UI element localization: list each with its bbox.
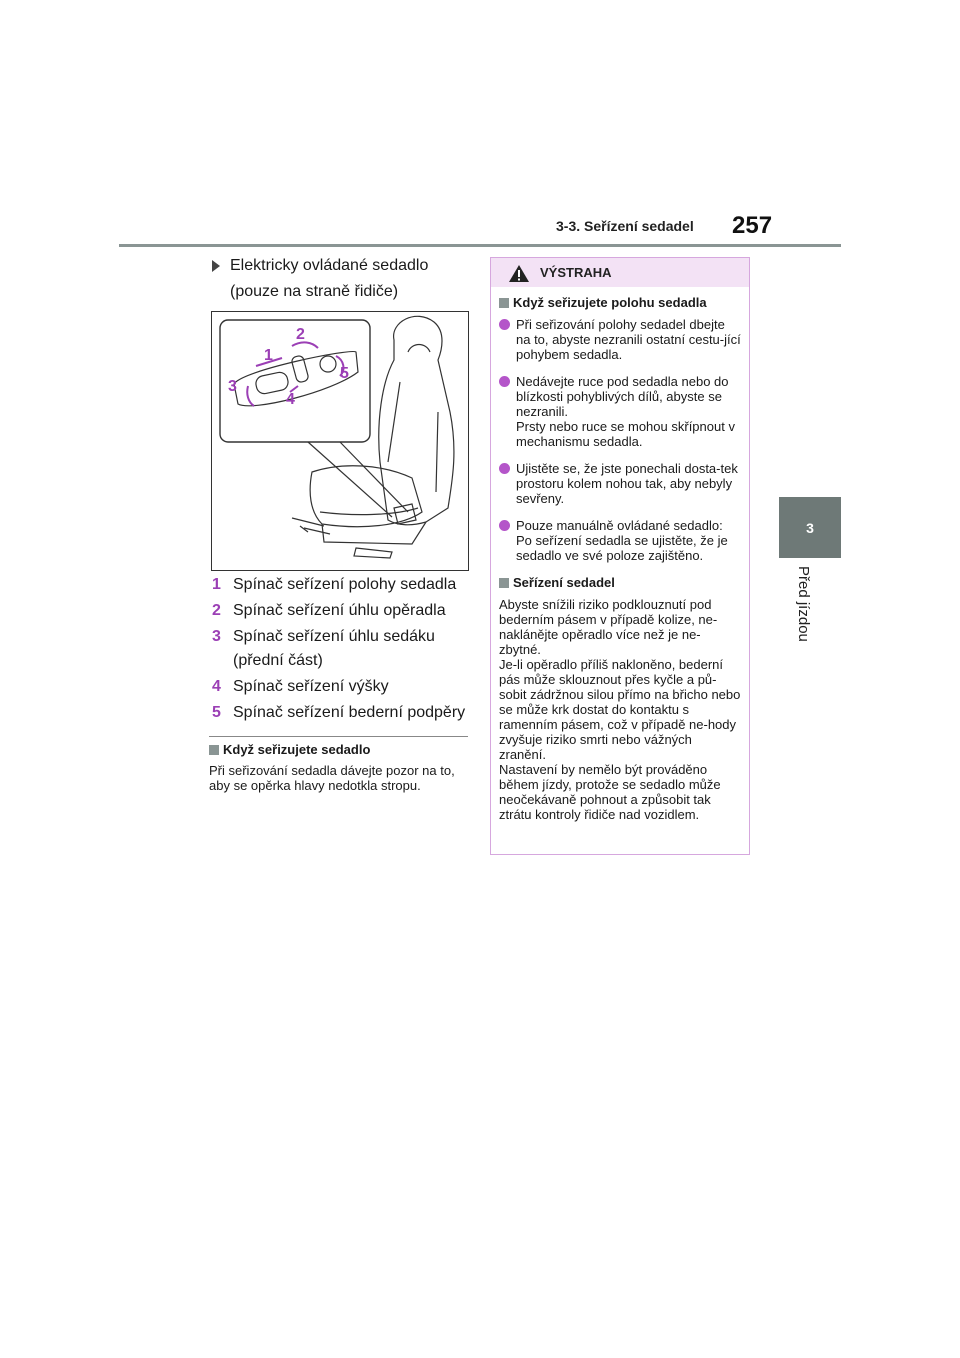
intro-heading [212,253,472,305]
warning-subheading [499,295,741,310]
legend-label: Spínač seřízení úhlu opěradla [233,602,446,619]
round-bullet-icon [499,376,510,387]
square-bullet-icon [499,298,509,308]
legend-item [212,675,482,699]
square-bullet-icon [499,578,509,588]
note-heading [209,742,370,757]
callout-1: 1 [264,347,273,364]
round-bullet-icon [499,463,510,474]
legend-list [212,573,482,727]
chapter-side-label [779,558,841,648]
square-bullet-icon [209,745,219,755]
legend-label: Spínač seřízení polohy sedadla [233,576,457,593]
warning-bullet [499,317,741,362]
legend-label: Spínač seřízení úhlu sedáku (přední část) [233,628,435,669]
warning-bullet-text: Pouze manuálně ovládané sedadlo: Po seřízení sedadla se ujistěte, že je sedadlo ve své poloze zajištěno. [516,518,728,563]
seat-drawing [212,312,468,570]
callout-3: 3 [228,378,237,395]
note-divider [209,736,468,737]
legend-label: Spínač seřízení výšky [233,678,389,695]
warning-header [491,258,749,287]
chapter-number: 3 [806,519,814,536]
seat-illustration [211,311,469,571]
legend-item [212,599,482,623]
bullet-arrow-icon [212,260,220,272]
page-number: 257 [732,212,773,239]
warning-box [490,257,750,855]
legend-number: 5 [212,704,221,721]
warning-icon [508,264,530,283]
warning-bullet-text: Nedávejte ruce pod sedadla nebo do blízkosti pohyblivých dílů, abyste se nezranili. Prsty nebo ruce se mohou skřípnout v mechanismu sedadla. [516,374,735,449]
warning-bullet-text: Při seřizování polohy sedadel dbejte na to, abyste nezranili ostatní cestu-jící pohybem sedadla. [516,317,741,362]
warning-subheading-text: Seřízení sedadel [513,575,615,590]
warning-subheading-text: Když seřizujete polohu sedadla [513,295,707,310]
header-rule [119,244,841,247]
section-title: 3-3. Seřízení sedadel [556,218,694,234]
note-title-text: Když seřizujete sedadlo [223,742,371,757]
round-bullet-icon [499,319,510,330]
callout-4: 4 [286,391,295,408]
warning-title: VÝSTRAHA [540,265,612,280]
callout-2: 2 [296,326,305,343]
legend-number: 1 [212,576,221,593]
legend-number: 2 [212,602,221,619]
legend-item [212,573,482,597]
warning-bullet [499,518,741,563]
legend-item [212,625,482,673]
warning-subheading [499,575,741,590]
warning-bullet [499,461,741,506]
legend-label: Spínač seřízení bederní podpěry [233,704,466,721]
note-body: Při seřizování sedadla dávejte pozor na to, aby se opěrka hlavy nedotkla stropu. [209,763,455,793]
intro-text: Elektricky ovládané sedadlo (pouze na straně řidiče) [230,257,429,300]
chapter-tab [779,497,841,558]
legend-number: 3 [212,628,221,645]
legend-item [212,701,482,725]
chapter-title: Před jízdou [795,566,812,642]
warning-bullet-text: Ujistěte se, že jste ponechali dosta-tek prostoru kolem nohou tak, aby nebyly sevřeny. [516,461,738,506]
warning-bullet [499,374,741,449]
callout-5: 5 [340,365,349,382]
legend-number: 4 [212,678,221,695]
warning-body [491,287,749,822]
warning-paragraph: Abyste snížili riziko podklouznutí pod bederním pásem v případě kolize, ne-naklánějte opěradlo více než je ne-zbytné. Je-li opěradlo příliš nakloněno, bederní pás může sklouznout přes kyčle a pů-sobit zádržnou silou přímo na břicho nebo se může krk dostat do kontaktu s ramenním pásem, což v případě ne-hody zvyšuje riziko smrti nebo vážných zranění. Nastavení by nemělo být prováděno během jízdy, protože se sedadlo může neočekávaně pohnout a způsobit tak ztrátu kontroly řidiče nad vozidlem. [499,597,741,822]
round-bullet-icon [499,520,510,531]
